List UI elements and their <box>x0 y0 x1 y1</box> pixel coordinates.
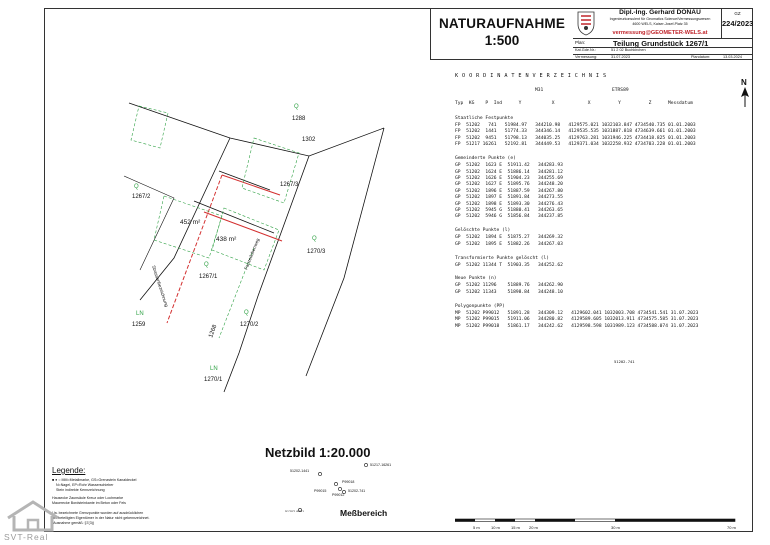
verm-label: Vermessung: <box>575 54 598 59</box>
parcel-line-inner-1 <box>219 171 270 190</box>
gz-box <box>721 8 753 38</box>
coord-row: GP 51202 1898 E 51893.30 344276.43 <box>455 201 563 207</box>
coord-section-title: Transformierte Punkte gelöscht (l) <box>455 255 550 261</box>
coord-row: GP 51202 1627 E 51895.76 344248.20 <box>455 182 563 188</box>
symbol-q-4: Q <box>204 262 209 268</box>
netz-point-9451: 51202-9451 <box>285 510 305 512</box>
symbol-ln-1: LN <box>136 311 144 317</box>
coord-row: GP 51202 11344 T 51903.35 344252.62 <box>455 262 563 268</box>
coat-of-arms-icon <box>576 10 596 36</box>
surveyor-name: Dipl.-Ing. Gerhard DONAU <box>619 9 701 16</box>
plan-row <box>573 38 753 47</box>
coord-row: GP 51202 5945 G 51880.41 344263.65 <box>455 207 563 213</box>
plan-label: Plan: <box>575 40 586 45</box>
gz-value: 224/2023 <box>722 19 754 28</box>
parcel-label-1267-2: 1267/2 <box>132 194 151 200</box>
title-block <box>430 8 573 60</box>
coord-system-m31: M31 <box>535 88 544 93</box>
scale-label-30: 30 m <box>611 525 620 530</box>
building-3 <box>154 196 222 258</box>
coord-row: MP 51202 P99018 51861.17 344242.62 4129598.598 1031989.123 4734588.074 31.07.2023 <box>455 323 699 329</box>
coord-row: FP 51202 9451 51798.13 344035.25 4129763.281 1031946.225 4734418.825 01.01.2003 <box>455 135 696 141</box>
legend-note: Ua. bezeichnete Grenzpunkte wurden auf ausdrücklichen der beteiligten Eigentümer in der Natur nicht gekennzeichnet. (Ausnahme gemäß: §7(3)) <box>52 511 150 525</box>
netz-point-p99015: P99015 <box>314 489 327 493</box>
parcel-boundary-north <box>129 103 384 156</box>
messbereich-label: Meßbereich <box>340 508 388 518</box>
document-scale: 1:500 <box>484 33 520 48</box>
building-2 <box>242 138 299 203</box>
gz-label: GZ <box>734 11 741 16</box>
parcel-label-1288: 1288 <box>292 116 306 122</box>
netz-point-1441: 51202-1441 <box>290 469 310 473</box>
scale-label-5: 5 m <box>473 525 480 530</box>
symbol-q-5: Q <box>244 310 249 316</box>
coord-heading: K O O R D I N A T E N V E R Z E I C H N I S <box>455 73 607 79</box>
coord-row: GP 51202 1624 E 51886.14 344281.12 <box>455 169 563 175</box>
road-label-2: Fanzedobenweg <box>243 237 261 271</box>
parcel-boundary-east <box>224 156 309 392</box>
north-arrow-icon <box>738 87 752 107</box>
coord-row: GP 51202 1623 E 51911.42 344283.93 <box>455 163 563 169</box>
surveyor-subtitle: Ingenieurkonsulent für Geomatics Science/Vermessungswesen 4600 WELS, Kaiser-Josef-Platz 35 <box>609 17 711 26</box>
area-label-2: 438 m² <box>216 236 237 243</box>
coord-row: GP 51202 1897 E 51891.84 344273.55 <box>455 195 563 201</box>
parcel-label-1270-3: 1270/3 <box>307 249 326 255</box>
watermark-text: SVT-Real <box>4 532 49 542</box>
house-logo-icon <box>4 498 62 532</box>
office-block <box>573 8 753 60</box>
parcel-label-1268: 1268 <box>208 324 219 339</box>
plan-drawing <box>44 8 444 428</box>
scalebar <box>455 518 745 532</box>
road-label-1: Strassenbezeichnung <box>151 264 170 308</box>
coord-row: GP 51202 1896 E 51887.59 344267.80 <box>455 188 563 194</box>
legend-item-4: Hausecke Zaunsäule Kreuz oder Lochmarke <box>52 496 124 500</box>
symbol-ln-2: LN <box>210 366 218 372</box>
symbol-q-1: Q <box>294 104 299 110</box>
coord-row: MP 51202 P99012 51891.28 344309.12 4129602.041 1032003.708 4734541.541 31.07.2023 <box>455 310 699 316</box>
parcel-label-1270-2: 1270/2 <box>240 322 259 328</box>
netz-point-p99018: P99018 <box>342 480 355 484</box>
parcel-label-1270-1: 1270/1 <box>204 377 223 383</box>
netz-point-741: 51202-741 <box>348 489 366 493</box>
coord-row: GP 51202 5946 G 51856.84 344237.85 <box>455 214 563 220</box>
verm-value: 31.07.2023 <box>611 54 631 59</box>
parcel-label-1259: 1259 <box>132 322 146 328</box>
coord-row: GP 51202 1895 E 51882.26 344267.03 <box>455 241 563 247</box>
symbol-q-3: Q <box>312 236 317 242</box>
coord-row: GP 51202 1626 E 51904.23 344255.69 <box>455 175 563 181</box>
coord-section-title: Gemeinderte Punkte (e) <box>455 156 516 162</box>
surveyor-email: vermessung@GEOMETER-WELS.at <box>612 30 708 36</box>
parcel-label-1267-1: 1267/1 <box>199 274 218 280</box>
date-row <box>573 54 753 61</box>
coord-row: FP 51202 1441 51774.33 344346.14 4129535.535 1031887.818 4734639.661 01.01.2003 <box>455 129 696 135</box>
coord-system-etrs: ETRS89 <box>612 88 629 93</box>
scale-label-15: 15 m <box>511 525 520 530</box>
legend-title: Legende: <box>52 466 86 475</box>
new-boundary-3 <box>167 175 222 323</box>
building-1 <box>131 106 168 148</box>
coord-row: FP 51217 16261 52192.81 344449.53 4129371.034 1032258.932 4734703.228 01.01.2003 <box>455 142 696 148</box>
coord-section-title: Polygonpunkte (PP) <box>455 303 505 309</box>
new-boundary-1 <box>222 175 280 195</box>
kg-value: 51 2 02 Buchkirchen <box>611 48 646 52</box>
scale-label-70: 70 m <box>727 525 736 530</box>
coord-row: GP 51202 1894 E 51875.27 344269.32 <box>455 235 563 241</box>
kg-label: Kat.Gde.Nr.: <box>575 48 596 52</box>
legend-item-5: Mauerecke Bordsteinkante im Beton oder Fels <box>52 501 126 505</box>
coord-row: GP 51202 11296 51889.76 344262.90 <box>455 283 563 289</box>
legend-item-2: N=Nagel, EP=Rohr Wasserschieber <box>56 483 114 487</box>
legend-body <box>52 478 222 526</box>
netzbild-title: Netzbild 1:20.000 <box>265 445 371 460</box>
scale-label-20: 20 m <box>529 525 538 530</box>
plan-value: Teilung Grundstück 1267/1 <box>613 38 709 48</box>
netz-point-16261: 51217-16261 <box>370 463 392 467</box>
parcel-label-1267-3: 1267/3 <box>280 182 299 188</box>
symbol-q-2: Q <box>134 184 139 190</box>
north-label: N <box>741 78 747 87</box>
document-title: NATURAUFNAHME <box>438 16 566 31</box>
legend-item-3: Stein indirekte Kennzeichnung <box>56 488 105 492</box>
coord-section-title: Gelöschte Punkte (l) <box>455 228 511 234</box>
north-arrow <box>738 78 752 108</box>
plandatum-value: 13.03.2024 <box>723 54 743 59</box>
legend-item-1: ■ ● ○ MM=Metallmarke, GS=Grenzstein Kanaldeckel <box>52 478 137 482</box>
coord-section-title: Staatliche Festpunkte <box>455 116 514 121</box>
area-label-1: 452 m² <box>180 219 201 226</box>
coord-row: GP 51202 11343 51898.84 344248.10 <box>455 289 563 295</box>
parcel-label-1302: 1302 <box>302 137 316 143</box>
plandatum-label: Plandatum: <box>691 54 711 59</box>
offpoint-label: 51202-741 <box>614 359 635 364</box>
scale-label-10: 10 m <box>491 525 500 530</box>
coord-row: FP 51202 741 51984.97 344210.98 4129575.021 1032103.847 4734540.735 01.01.2003 <box>455 123 696 128</box>
netz-point-p99012: P99012 <box>332 493 345 497</box>
parcel-line-west <box>124 176 174 270</box>
netzbild-diagram <box>280 462 400 512</box>
watermark <box>4 498 62 542</box>
coord-section-title: Neue Punkte (n) <box>455 276 497 282</box>
coord-header: Typ KG P Ind Y X X Y Z Messdatum <box>455 101 693 106</box>
coord-row: MP 51202 P99015 51911.06 344280.82 4129589.605 1032013.911 4734575.585 31.07.2023 <box>455 317 699 323</box>
